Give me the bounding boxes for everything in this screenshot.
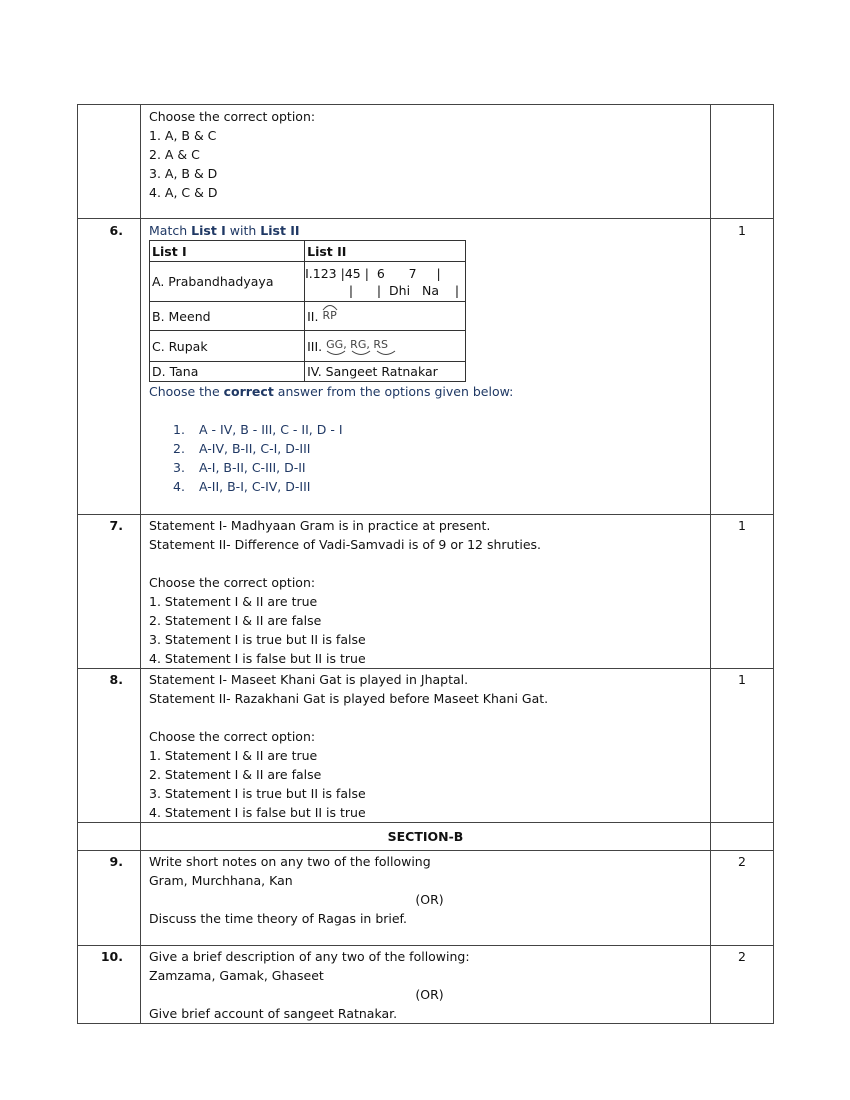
choose-prompt: Choose the correct answer from the options given below: <box>149 384 514 399</box>
option-1: 1. A, B & C <box>149 128 217 143</box>
list1-item: C. Rupak <box>150 331 305 362</box>
question-number: 8. <box>78 669 141 823</box>
option-4: 4. Statement I is false but II is true <box>149 805 366 820</box>
alternative-question: Discuss the time theory of Ragas in brief. <box>149 911 408 926</box>
marks-cell: 2 <box>711 946 774 1024</box>
statement-1: Statement I- Madhyaan Gram is in practice at present. <box>149 518 491 533</box>
match-row <box>150 262 466 302</box>
question-row-6 <box>78 219 774 515</box>
option-2: 2. Statement I & II are false <box>149 767 322 782</box>
option-item: 4. A-II, B-I, C-IV, D-III <box>173 479 311 494</box>
match-header-row <box>150 241 466 262</box>
choose-prompt: Choose the correct option: <box>149 109 316 124</box>
option-2: 2. Statement I & II are false <box>149 613 322 628</box>
option-3: 3. Statement I is true but II is false <box>149 632 366 647</box>
section-b-row <box>78 823 774 851</box>
question-number: 9. <box>78 851 141 946</box>
question-row-9 <box>78 851 774 946</box>
tana-arcs-icon <box>326 350 400 358</box>
question-number: 6. <box>78 219 141 515</box>
marks-cell: 1 <box>711 219 774 515</box>
statement-2: Statement II- Razakhani Gat is played before Maseet Khani Gat. <box>149 691 549 706</box>
statement-1: Statement I- Maseet Khani Gat is played in Jhaptal. <box>149 672 469 687</box>
match-row <box>150 302 466 331</box>
options-list <box>173 420 710 496</box>
option-item: 1. A - IV, B - III, C - II, D - I <box>173 422 343 437</box>
match-table <box>149 240 466 382</box>
option-2: 2. A & C <box>149 147 200 162</box>
instruction: Give a brief description of any two of the following: <box>149 949 470 964</box>
option-1: 1. Statement I & II are true <box>149 748 318 763</box>
topics: Gram, Murchhana, Kan <box>149 873 293 888</box>
topics: Zamzama, Gamak, Ghaseet <box>149 968 324 983</box>
match-title: Match List I with List II <box>149 223 300 238</box>
list1-header: List I <box>150 241 305 262</box>
question-paper <box>77 104 773 1024</box>
option-4: 4. Statement I is false but II is true <box>149 651 366 666</box>
marks-cell: 2 <box>711 851 774 946</box>
section-heading: SECTION-B <box>141 823 711 851</box>
question-body <box>141 946 711 1024</box>
list2-item: II. RP <box>305 302 466 331</box>
choose-prompt: Choose the correct option: <box>149 575 316 590</box>
question-body <box>141 105 711 219</box>
choose-prompt: Choose the correct option: <box>149 729 316 744</box>
or-separator: (OR) <box>415 987 444 1002</box>
option-3: 3. Statement I is true but II is false <box>149 786 366 801</box>
question-body <box>141 515 711 669</box>
question-body <box>141 669 711 823</box>
question-row-8 <box>78 669 774 823</box>
question-row-7 <box>78 515 774 669</box>
question-number: 10. <box>78 946 141 1024</box>
list2-item: I.123 |45 | 6 7 | | | Dhi Na | <box>305 262 466 302</box>
list2-item: IV. Sangeet Ratnakar <box>305 362 466 382</box>
option-4: 4. A, C & D <box>149 185 218 200</box>
instruction: Write short notes on any two of the following <box>149 854 431 869</box>
match-row <box>150 331 466 362</box>
list1-item: D. Tana <box>150 362 305 382</box>
statement-2: Statement II- Difference of Vadi-Samvadi is of 9 or 12 shruties. <box>149 537 542 552</box>
list2-item: III. GG, RG, RS <box>305 331 466 362</box>
question-row-10 <box>78 946 774 1024</box>
question-row-5-continued <box>78 105 774 219</box>
list2-header: List II <box>305 241 466 262</box>
meend-notation: RP <box>322 309 336 322</box>
or-separator: (OR) <box>415 892 444 907</box>
alternative-question: Give brief account of sangeet Ratnakar. <box>149 1006 398 1021</box>
option-item: 2. A-IV, B-II, C-I, D-III <box>173 441 311 456</box>
marks-cell: 1 <box>711 515 774 669</box>
marks-cell <box>711 105 774 219</box>
question-body <box>141 219 711 515</box>
match-row <box>150 362 466 382</box>
question-number-cell <box>78 105 141 219</box>
meend-arc-icon <box>321 303 339 311</box>
marks-cell: 1 <box>711 669 774 823</box>
list1-item: A. Prabandhadyaya <box>150 262 305 302</box>
question-table <box>77 104 774 1024</box>
tana-notation: GG, RG, RS <box>326 338 388 351</box>
question-body <box>141 851 711 946</box>
question-number: 7. <box>78 515 141 669</box>
list1-item: B. Meend <box>150 302 305 331</box>
option-3: 3. A, B & D <box>149 166 218 181</box>
option-item: 3. A-I, B-II, C-III, D-II <box>173 460 306 475</box>
option-1: 1. Statement I & II are true <box>149 594 318 609</box>
